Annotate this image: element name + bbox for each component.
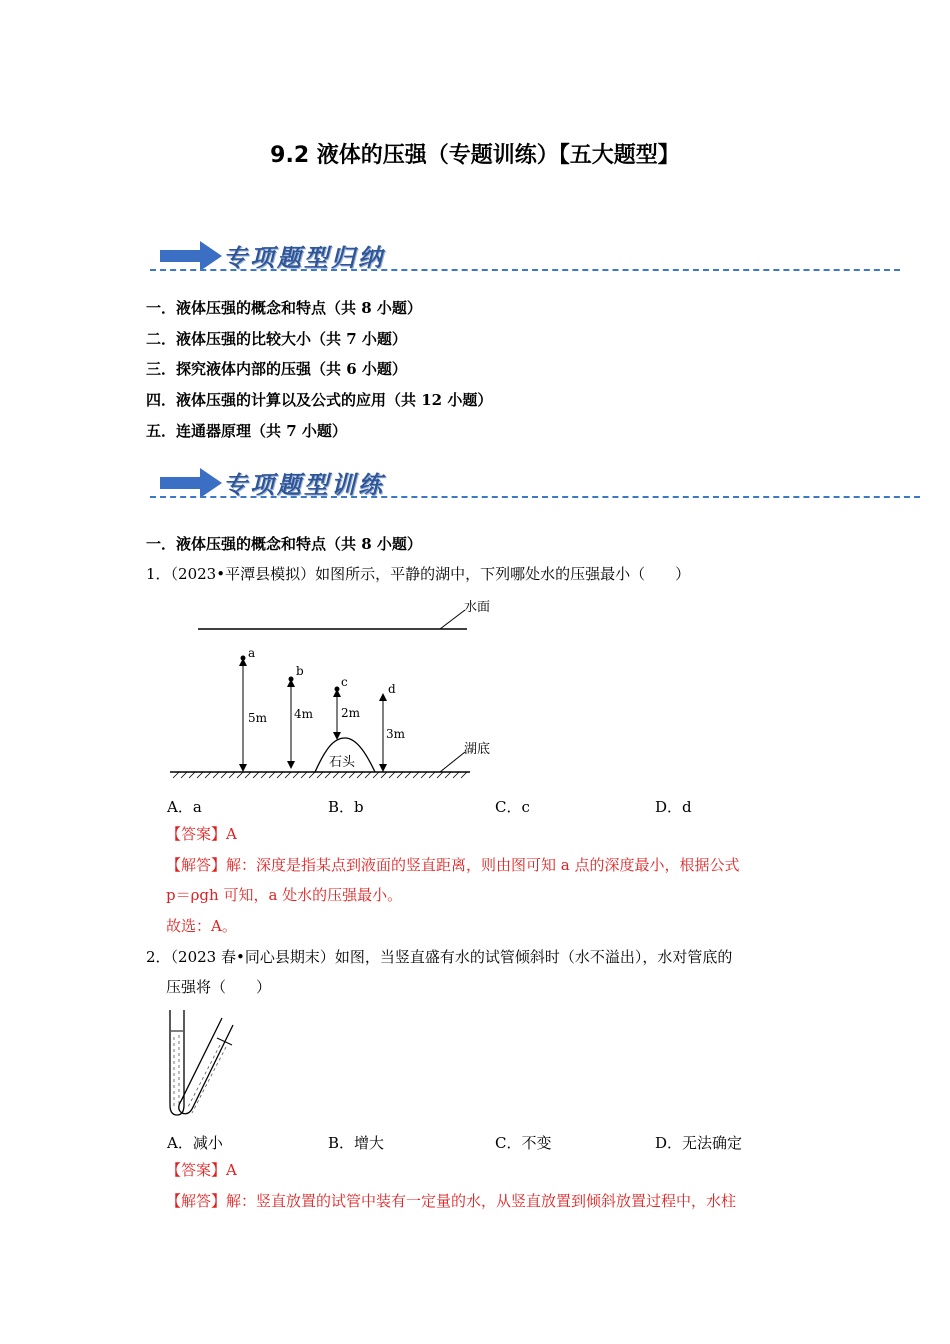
height-label: 4m	[294, 707, 314, 721]
answer: 【答案】A	[166, 825, 237, 843]
page-title: 9.2 液体的压强（专题训练）【五大题型】	[270, 143, 680, 168]
height-label: 5m	[248, 711, 268, 725]
point-label: a	[248, 646, 256, 660]
option-b[interactable]: B．增大	[328, 1134, 385, 1152]
lake-depth-figure	[165, 595, 505, 780]
analysis-line: p＝ρgh 可知，a 处水的压强最小。	[166, 886, 403, 904]
toc-item: 三．探究液体内部的压强（共 6 小题）	[146, 360, 407, 378]
divider	[150, 269, 900, 271]
analysis-line: 【解答】解：竖直放置的试管中装有一定量的水，从竖直放置到倾斜放置过程中，水柱	[166, 1192, 737, 1210]
option-d[interactable]: D．无法确定	[655, 1134, 743, 1152]
answer: 【答案】A	[166, 1161, 237, 1179]
question-stem: 压强将（ ）	[166, 978, 272, 996]
option-c[interactable]: C．不变	[495, 1134, 552, 1152]
analysis-line: 【解答】解：深度是指某点到液面的竖直距离，则由图可知 a 点的深度最小，根据公式	[166, 856, 740, 874]
surface-label: 水面	[464, 600, 491, 615]
option-a[interactable]: A．a	[167, 798, 202, 816]
toc-item: 二．液体压强的比较大小（共 7 小题）	[146, 330, 407, 348]
arrow-right-icon	[160, 241, 224, 271]
section-heading: 一．液体压强的概念和特点（共 8 小题）	[146, 535, 422, 553]
bottom-label: 湖底	[464, 742, 491, 757]
toc-item: 五．连通器原理（共 7 小题）	[146, 422, 347, 440]
conclusion: 故选：A。	[166, 917, 237, 935]
question-stem: 1．（2023•平潭县模拟）如图所示，平静的湖中，下列哪处水的压强最小（ ）	[146, 565, 691, 583]
toc-item: 一．液体压强的概念和特点（共 8 小题）	[146, 299, 422, 317]
point-label: c	[341, 675, 348, 689]
test-tube-figure	[165, 1005, 255, 1120]
divider	[150, 496, 920, 498]
option-d[interactable]: D．d	[655, 798, 692, 816]
toc-item: 四．液体压强的计算以及公式的应用（共 12 小题）	[146, 391, 493, 409]
stone-label: 石头	[329, 755, 356, 770]
option-c[interactable]: C．c	[495, 798, 530, 816]
height-label: 3m	[386, 727, 406, 741]
banner-title: 专项题型训练	[223, 471, 385, 499]
option-a[interactable]: A．减小	[167, 1134, 223, 1152]
point-label: b	[296, 664, 304, 678]
height-label: 2m	[341, 706, 361, 720]
banner-title: 专项题型归纳	[223, 244, 385, 272]
option-b[interactable]: B．b	[328, 798, 364, 816]
question-stem: 2．（2023 春•同心县期末）如图，当竖直盛有水的试管倾斜时（水不溢出），水对管底的	[146, 948, 733, 966]
point-label: d	[388, 682, 396, 696]
arrow-right-icon	[160, 468, 224, 498]
